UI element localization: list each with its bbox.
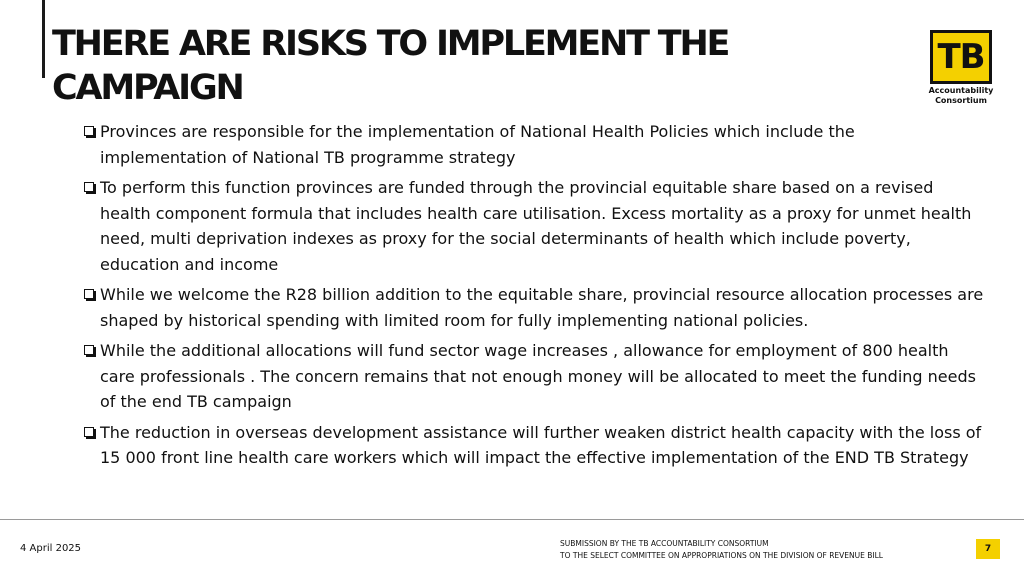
tb-accountability-logo: [926, 30, 996, 110]
checkbox-icon: [84, 345, 94, 355]
page-number-badge: 7: [976, 539, 1000, 559]
checkbox-icon: [84, 126, 94, 136]
list-item: [84, 119, 984, 170]
logo-mark: TB: [930, 30, 992, 84]
page-title: [52, 22, 852, 110]
list-item: [84, 282, 984, 333]
footer-date: 4 April 2025: [20, 543, 82, 554]
logo-caption-line2: Consortium: [935, 96, 987, 105]
list-item: [84, 420, 984, 471]
footer-submission-note: [560, 538, 883, 562]
page-title-line2: CAMPAIGN: [52, 68, 243, 108]
list-item-text: Provinces are responsible for the implementation of National Health Policies which include the implementation of National TB programme strategy: [100, 122, 855, 167]
page-title-line1: THERE ARE RISKS TO IMPLEMENT THE: [52, 24, 729, 64]
list-item: [84, 338, 984, 415]
checkbox-icon: [84, 427, 94, 437]
checkbox-icon: [84, 289, 94, 299]
title-accent-line: [42, 0, 45, 78]
logo-caption-line1: Accountability: [928, 86, 994, 95]
logo-caption: [926, 86, 996, 106]
footer-submission-line1: SUBMISSION BY THE TB ACCOUNTABILITY CONSORTIUM: [560, 539, 769, 548]
list-item: [84, 175, 984, 277]
list-item-text: The reduction in overseas development assistance will further weaken district health capacity with the loss of 15 000 front line health care workers which will impact the effective implementation of the END TB Strategy: [100, 422, 982, 467]
bullet-list: [84, 119, 984, 476]
checkbox-icon: [84, 182, 94, 192]
list-item-text: While we welcome the R28 billion addition to the equitable share, provincial resource allocation processes are shaped by historical spending with limited room for fully implementing national policies.: [100, 285, 984, 330]
list-item-text: To perform this function provinces are funded through the provincial equitable share based on a revised health component formula that includes health care utilisation. Excess mortality as a proxy for unmet health need, multi deprivation indexes as proxy for the social determinants of health which include poverty, education and income: [100, 178, 972, 274]
footer-submission-line2: TO THE SELECT COMMITTEE ON APPROPRIATIONS ON THE DIVISION OF REVENUE BILL: [560, 551, 883, 560]
list-item-text: While the additional allocations will fund sector wage increases , allowance for employment of 800 health care professionals . The concern remains that not enough money will be allocated to meet the funding needs of the end TB campaign: [100, 341, 976, 411]
footer-divider: [0, 519, 1024, 520]
